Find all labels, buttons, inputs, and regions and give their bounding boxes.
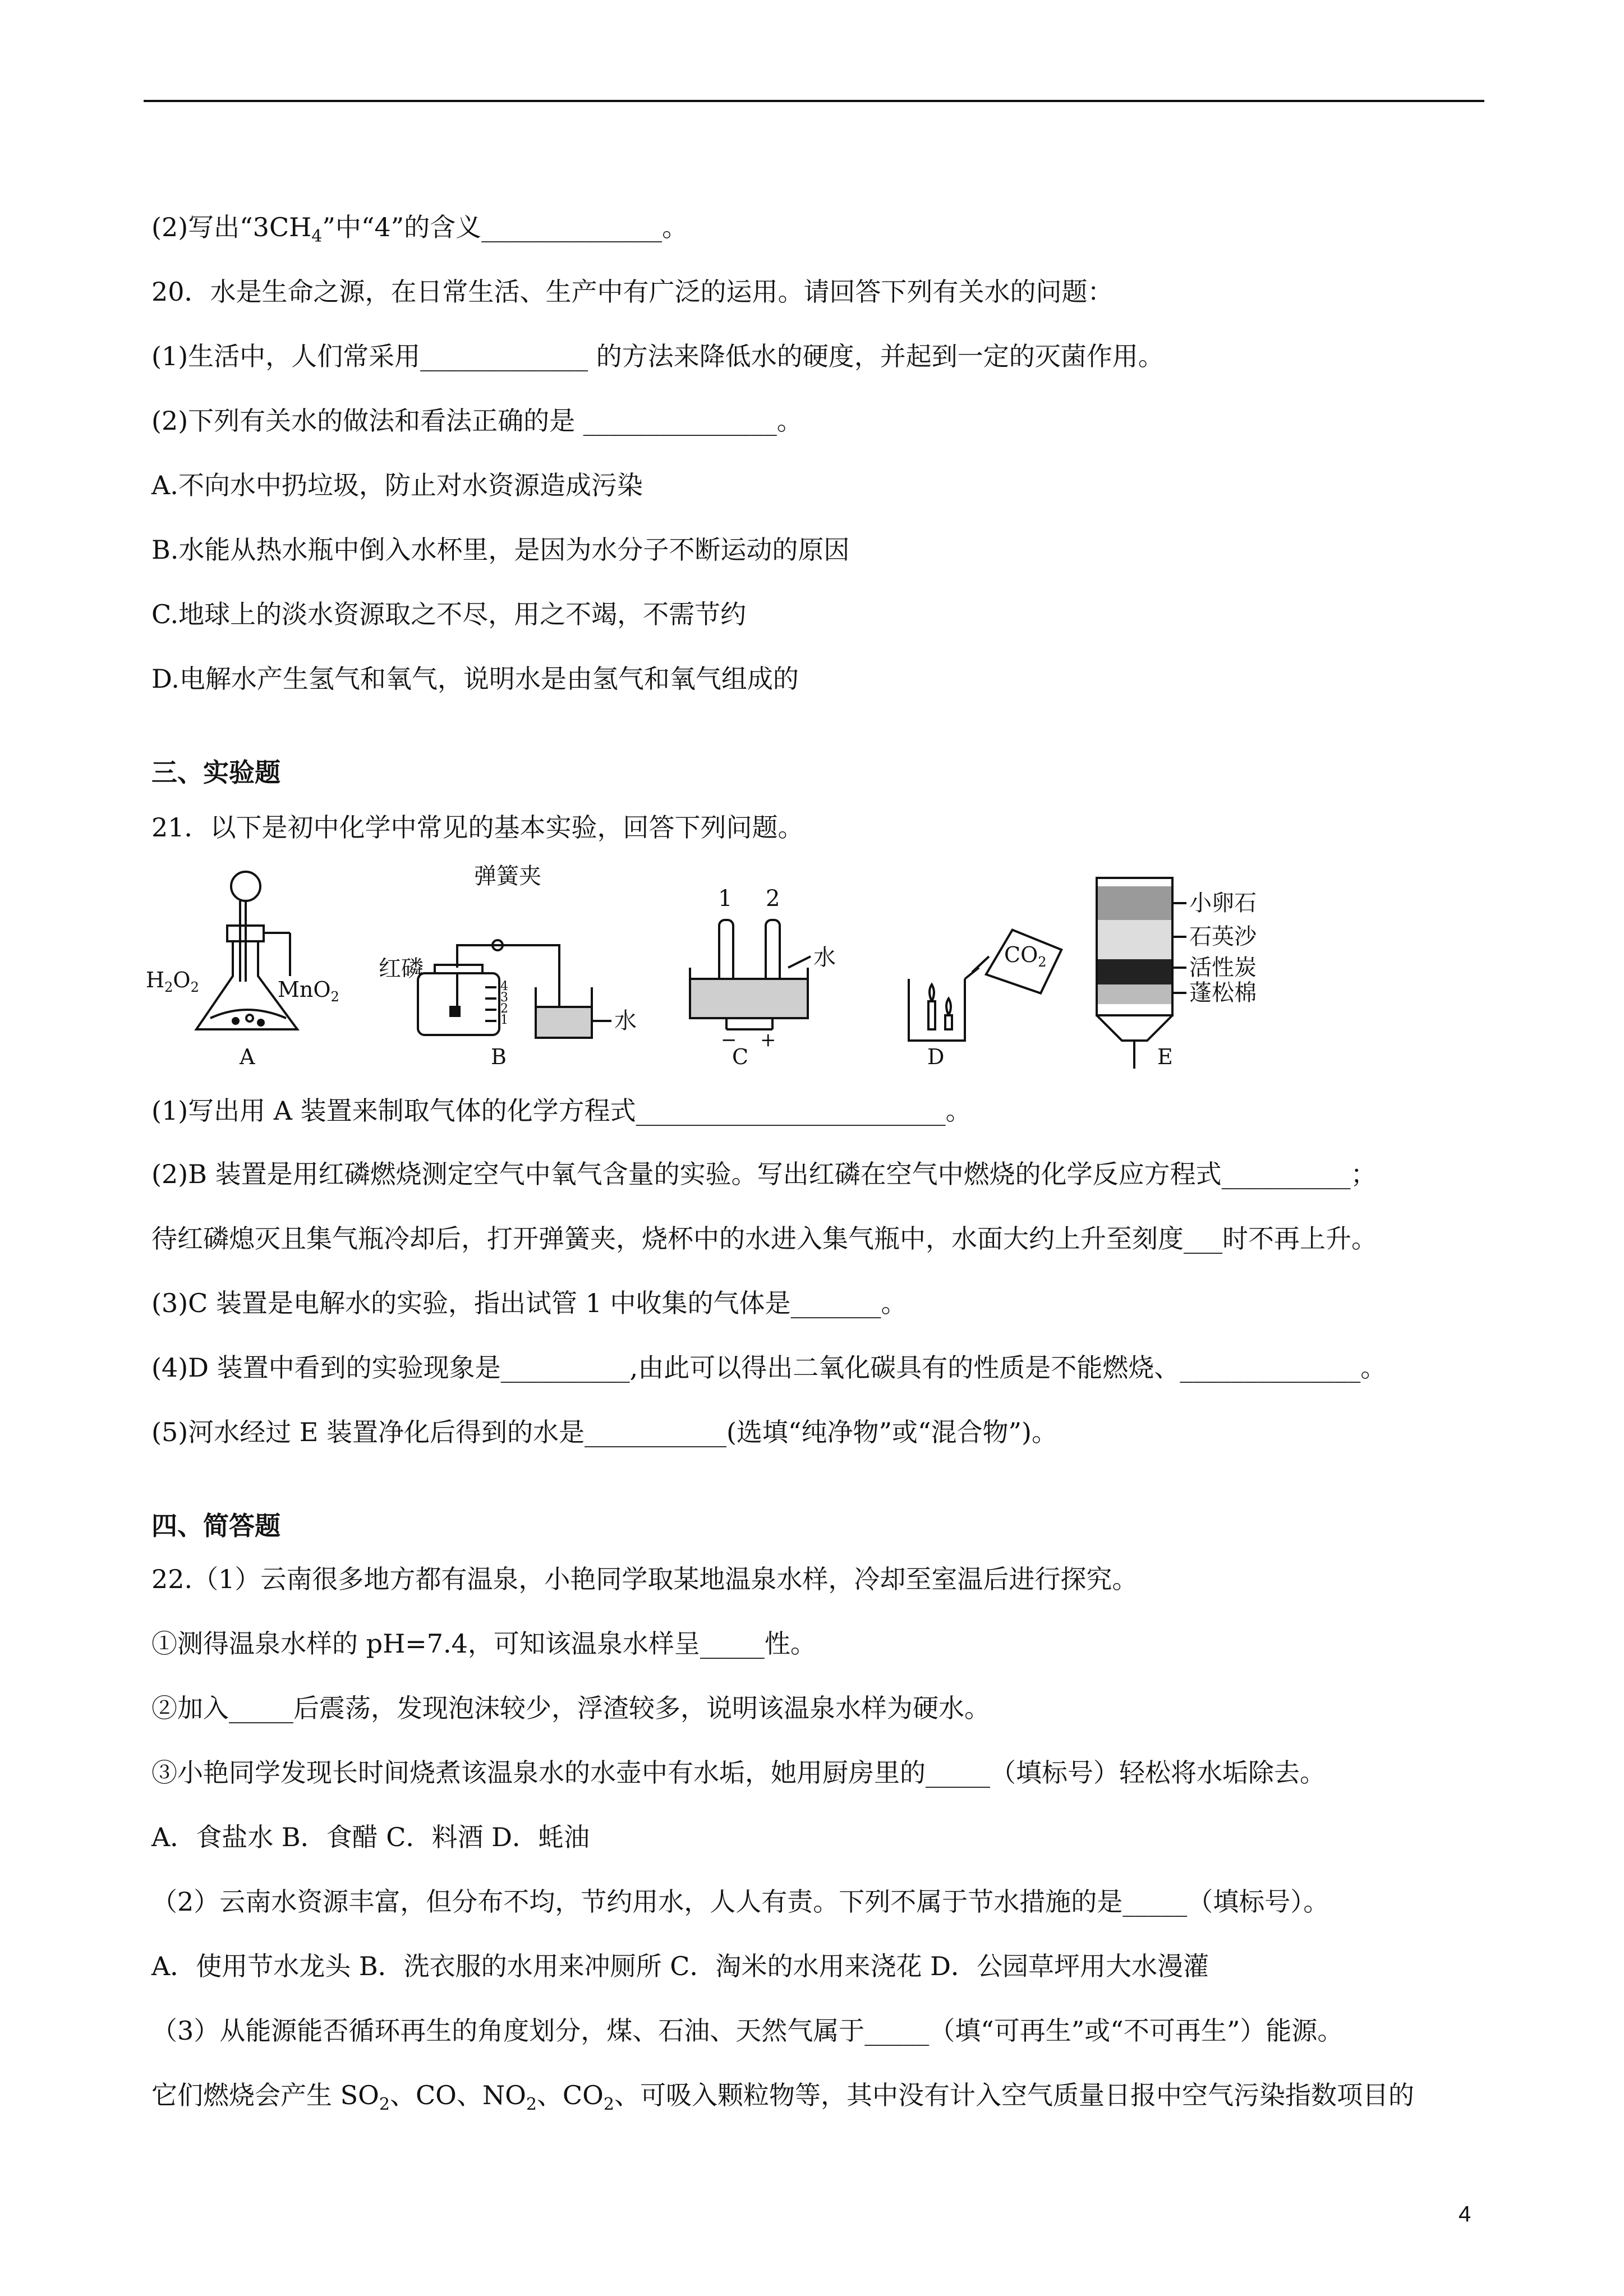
experiment-apparatus-figure [143,861,1257,1071]
label-red-phosphorus: 红磷 [379,956,424,982]
q19-part2: (2)写出“$3CH_4$”中“4”的含义______________。 [151,212,688,246]
q22-item1: ①测得温泉水样的 pH=7.4，可知该温泉水样呈_____性。 [151,1628,816,1659]
header-rule [144,100,1484,102]
q21-part4: (4)D 装置中看到的实验现象是__________,由此可以得出二氧化碳具有的性质是不能燃烧、______________。 [151,1352,1387,1383]
label-h2o2: $H_2O_2$ [146,968,199,995]
q20-option-a: A.不向水中扔垃圾，防止对水资源造成污染 [151,470,643,500]
label-spring-clamp: 弹簧夹 [474,863,541,889]
label-mno2: MnO$_2$ [278,977,339,1005]
label-pebbles: 小卵石 [1189,890,1257,916]
q20-option-b: B.水能从热水瓶中倒入水杯里，是因为水分子不断运动的原因 [151,535,850,565]
label-electrolysis-water: 水 [813,945,836,970]
jar-tick-3: 3 [500,991,508,1005]
jar-tick-1: 1 [500,1013,508,1027]
q21-part2a: (2)B 装置是用红磷燃烧测定空气中氧气含量的实验。写出红磷在空气中燃烧的化学反应方程式__________； [151,1159,1377,1189]
section-title-experiments: 三、实验题 [151,757,280,788]
label-co2: $CO_2$ [1004,942,1047,970]
section-title-short-answer: 四、简答题 [151,1511,280,1541]
q20-stem: 20．水是生命之源，在日常生活、生产中有广泛的运用。请回答下列有关水的问题： [151,277,1114,307]
q21-part5: (5)河水经过 E 装置净化后得到的水是___________(选填“纯净物”或“混合物”)。 [151,1417,1057,1447]
q21-stem: 21．以下是初中化学中常见的基本实验，回答下列问题。 [151,812,804,843]
q21-part3: (3)C 装置是电解水的实验，指出试管 1 中收集的气体是_______。 [151,1288,907,1318]
q21-part1: (1)写出用 A 装置来制取气体的化学方程式________________________。 [151,1096,972,1126]
q20-part1: (1)生活中，人们常采用_____________ 的方法来降低水的硬度，并起到一定的灭菌作用。 [151,341,1164,371]
label-activated-carbon: 活性炭 [1189,955,1257,981]
q22-item2: ②加入_____后震荡，发现泡沫较少，浮渣较多，说明该温泉水样为硬水。 [151,1693,990,1723]
q20-option-d: D.电解水产生氢气和氧气，说明水是由氢气和氧气组成的 [151,664,799,694]
figure-label-b: B [491,1045,507,1069]
jar-tick-4: 4 [500,979,508,993]
q21-part2b: 待红磷熄灭且集气瓶冷却后，打开弹簧夹，烧杯中的水进入集气瓶中，水面大约上升至刻度___时不再上升。 [151,1223,1377,1254]
label-beaker-water: 水 [614,1008,637,1034]
q22-item3: ③小艳同学发现长时间烧煮该温泉水的水壶中有水垢，她用厨房里的_____（填标号）轻松将水垢除去。 [151,1757,1326,1788]
label-minus: − [721,1029,737,1051]
figure-label-d: D [927,1045,945,1069]
label-cotton: 蓬松棉 [1189,980,1257,1006]
label-tube-1: 1 [718,886,733,912]
label-plus: + [760,1029,776,1051]
figure-label-a: A [240,1045,255,1069]
q20-part2: (2)下列有关水的做法和看法正确的是 _______________。 [151,406,803,436]
q22-stem: 22.（1）云南很多地方都有温泉，小艳同学取某地温泉水样，冷却至室温后进行探究。 [151,1564,1138,1594]
q22-part3-continued: 它们燃烧会产生 $SO_2$、CO、$NO_2$、$CO_2$、可吸入颗粒物等，其中没有计入空气质量日报中空气污染指数项目的 [151,2080,1414,2114]
figure-label-c: C [732,1045,749,1069]
q22-part2-options: A．使用节水龙头 B．洗衣服的水用来冲厕所 C．淘米的水用来浇花 D．公园草坪用大水漫灌 [151,1951,1209,1981]
label-quartz-sand: 石英沙 [1189,924,1257,950]
jar-tick-2: 2 [500,1002,508,1016]
apparatus-a-flask [196,872,297,1029]
page-number: 4 [1459,2202,1471,2226]
q20-option-c: C.地球上的淡水资源取之不尽，用之不竭，不需节约 [151,599,747,629]
label-tube-2: 2 [766,886,780,912]
q22-part3: （3）从能源能否循环再生的角度划分，煤、石油、天然气属于_____（填“可再生”或“不可再生”）能源。 [151,2016,1344,2046]
figure-label-e: E [1157,1045,1173,1069]
q22-part2: （2）云南水资源丰富，但分布不均，节约用水，人人有责。下列不属于节水措施的是_____（填标号）。 [151,1887,1329,1917]
q22-item3-options: A．食盐水 B．食醋 C．料酒 D．蚝油 [151,1822,590,1852]
apparatus-d-co2-candles [909,922,1068,1041]
